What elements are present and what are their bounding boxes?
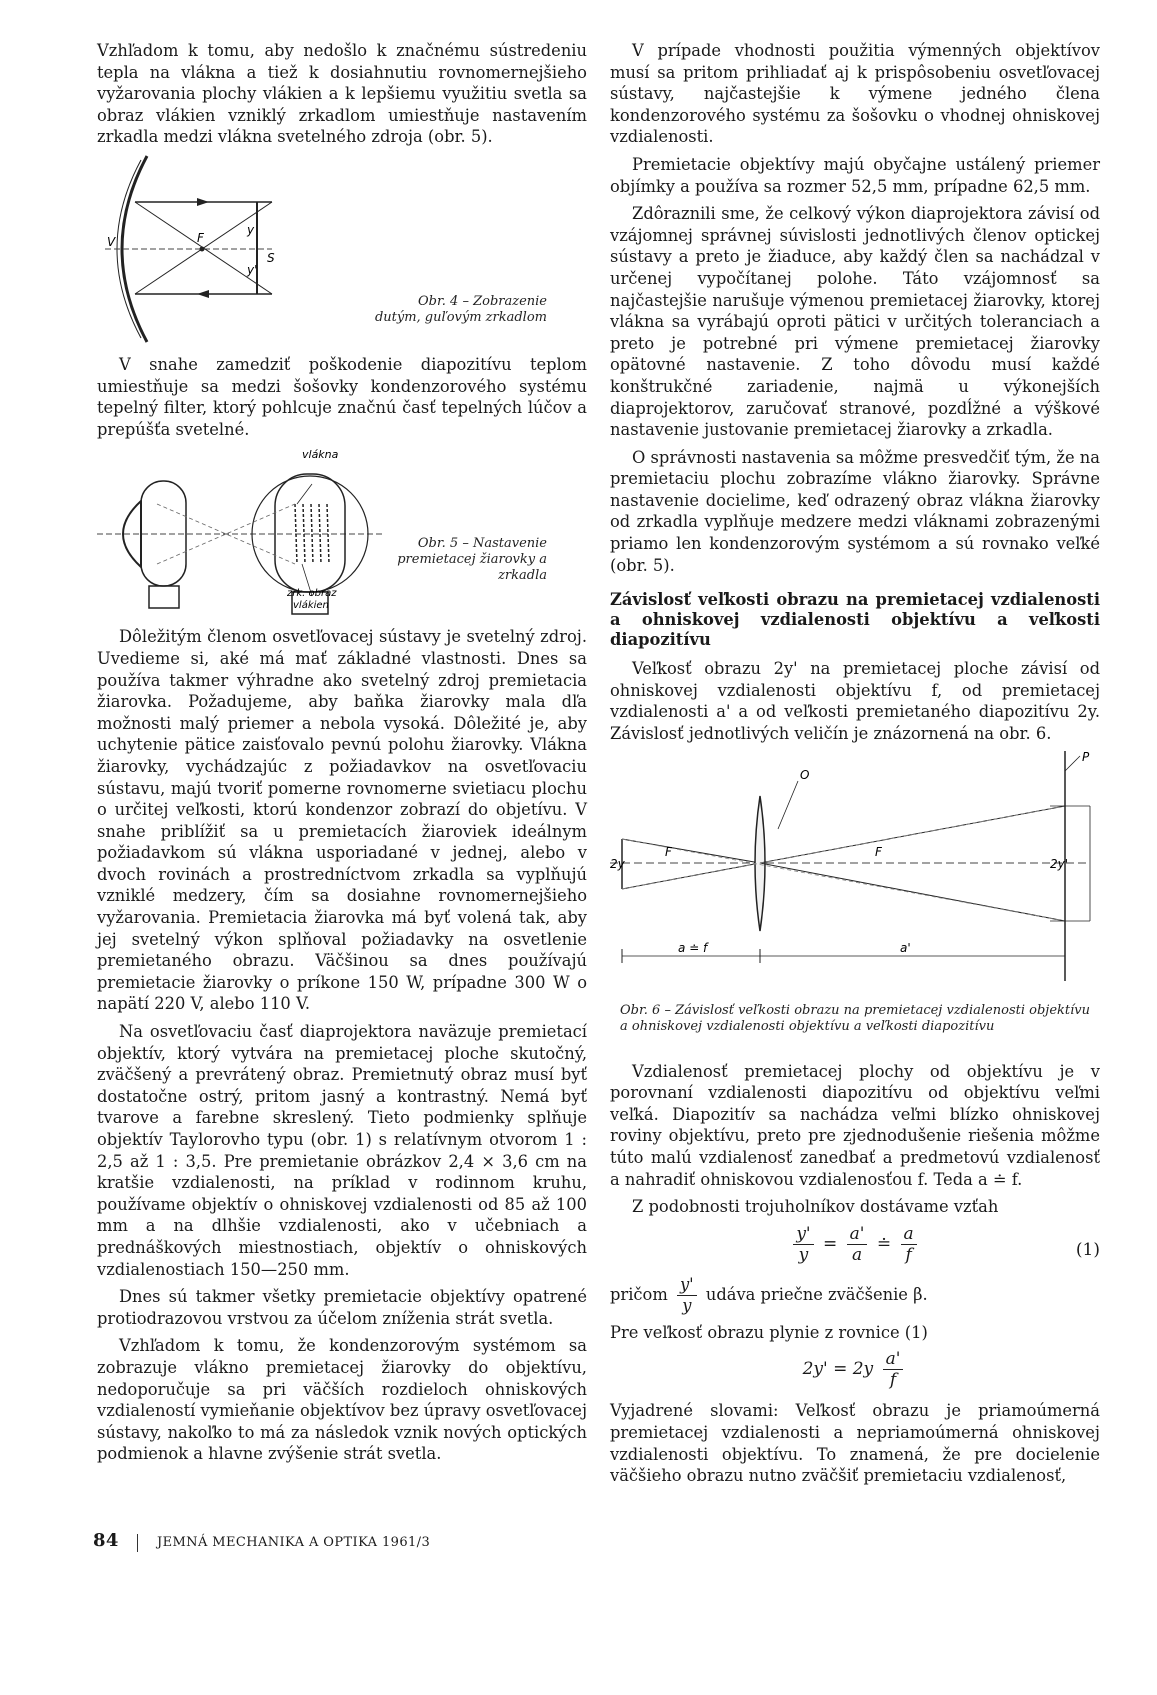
paragraph: Dnes sú takmer všetky premietacie objektívy opatrené protiodrazovou vrstvou za účelom zníženia strát svetla. — [97, 1287, 587, 1328]
label-2y: 2y — [610, 856, 625, 871]
paragraph: Vzhľadom k tomu, že kondenzorovým systémom sa zobrazuje vlákno premietacej žiarovky do objektívu, nedoporučuje sa pri väčších rozdieloch ohniskových vzdialeností vymieňanie objektívov bez úpravy osvetľovacej sústavy, nakoľko to má za následok vznik nových optických podmienok a hlavne zvýšenie strát svetla. — [97, 1336, 587, 1464]
paragraph: Vyjadrené slovami: Veľkosť obrazu je priamoúmerná premietacej vzdialenosti a nepriamoúmerná ohniskovej vzdialenosti objektívu. To znamená, že pre docielenie väčšieho obrazu nutno zväčšiť premietaciu vzdialenosť, — [610, 1401, 1100, 1486]
label-p: P — [1082, 750, 1090, 764]
label-2y-prime: 2y' — [1050, 856, 1069, 871]
projection-diagram — [610, 751, 1100, 1001]
page-footer — [93, 1530, 430, 1552]
figure-4 — [97, 154, 587, 344]
paragraph: Veľkosť obrazu 2y' na premietacej ploche závisí od ohniskovej vzdialenosti objektívu f, od premietacej vzdialenosti a' a od veľkosti premietaného diapozitívu 2y. Závislosť jednotlivých veličín je znázornená na obr. 6. — [610, 659, 1100, 744]
label-f: F — [197, 230, 204, 245]
fraction: $\frac{y'}{y}$ — [677, 1275, 697, 1316]
journal-title: JEMNÁ MECHANIKA A OPTIKA 1961/3 — [156, 1535, 431, 1550]
figure-4-caption: Obr. 4 – Zobrazenie dutým, guľovým zrkadlom — [374, 293, 547, 325]
paragraph: V prípade vhodnosti použitia výmenných objektívov musí sa pritom prihliadať aj k prispôsobeniu osvetľovacej sústavy, najčastejšie k výmene jedného člena kondenzorového systému za šošovku o vhodnej ohniskovej vzdialenosti. — [610, 41, 1100, 147]
paragraph: pričom $\frac{y'}{y}$ udáva priečne zväčšenie β. — [610, 1274, 928, 1315]
paragraph: Premietacie objektívy majú obyčajne ustálený priemer objímky a používa sa rozmer 52,5 mm, prípadne 62,5 mm. — [610, 154, 1100, 196]
page-number: 84 — [93, 1530, 119, 1551]
label-a: a ≐ f — [678, 940, 708, 955]
paragraph: V snahe zamedziť poškodenie diapozitívu teplom umiestňuje sa medzi šošovky kondenzorového systému tepelný filter, ktorý pohlcuje značnú časť tepelných lúčov a prepúšťa svetelné. — [97, 354, 587, 439]
label-y: y — [247, 222, 255, 237]
equation-1: $\frac{y'}{y}$ = $\frac{a'}{a}$ ≐ $\frac{a}{f}$ (1) — [610, 1224, 1100, 1265]
paragraph: Z podobnosti trojuholníkov dostávame vzťah — [632, 1197, 999, 1217]
figure-6 — [610, 751, 1100, 1051]
label-o: O — [800, 767, 810, 782]
label-zrk-obraz: zrk. obraz — [287, 588, 337, 600]
figure-6-caption: Obr. 6 – Závislosť veľkosti obrazu na premietacej vzdialenosti objektívu a ohniskovej vzdialenosti objektívu a veľkosti diapozitívu — [620, 1002, 1090, 1034]
label-v: V — [107, 234, 116, 249]
paragraph: Vzhľadom k tomu, aby nedošlo k značnému sústredeniu tepla na vlákna a tiež k dosiahnutiu rovnomernejšieho vyžarovania plochy vlákien a k lepšiemu využitiu svetla sa obraz vlákien vzniklý zrkadlom umiestňuje nastavením zrkadla medzi vlákna svetelného zdroja (obr. 5). — [97, 41, 587, 147]
figure-5-caption: Obr. 5 – Nastavenie premietacej žiarovky a zrkadla — [397, 536, 547, 584]
paragraph: Zdôraznili sme, že celkový výkon diaprojektora závisí od vzájomnej správnej súvislosti jednotlivých členov optickej sústavy a preto je žiaduce, aby každý člen sa nachádzal v určenej vypočítanej polohe. Táto vzájomnosť sa najčastejšie narušuje výmenou premietacej žiarovky, ktorej vlákna sa vyrábajú oproti pätici v určitých toleranciach a preto je potrebné pri výmene premietacej žiarovky opätovné nastavenie. Z toho dôvodu musí každé konštrukčné zariadenie, najmä u výkonejších diaprojektorov, zaručovať stranové, pozdĺžné a výškové nastavenie justovanie premietacej žiarovky a zrkadla. — [610, 204, 1100, 440]
section-heading: Závislosť veľkosti obrazu na premietacej vzdialenosti a ohniskovej vzdialenosti objektívu a veľkosti diapozitívu — [610, 590, 1100, 650]
fraction: $\frac{y'}{y}$ — [793, 1224, 813, 1265]
label-vlakna: vlákna — [302, 448, 339, 462]
label-f2: F — [875, 844, 882, 859]
fraction: $\frac{a}{f}$ — [901, 1224, 917, 1265]
paragraph: Vzdialenosť premietacej plochy od objektívu je v porovnaní vzdialenosti diapozitívu od objektívu veľmi veľká. Diapozitív sa nachádza veľmi blízko ohniskovej roviny objektívu, preto pre zjednodušenie riešenia môžme túto malú vzdialenosť zanedbať a predmetovú vzdialenosť a nahradiť ohniskovou vzdialenosťou f. Teda a ≐ f. — [610, 1061, 1100, 1189]
equation-2: 2y' = 2y $\frac{a'}{f}$ — [610, 1349, 1100, 1390]
paragraph: O správnosti nastavenia sa môžme presvedčiť tým, že na premietaciu plochu zobrazíme vlákno žiarovky. Správne nastavenie docielime, keď odrazený obraz vlákna žiarovky od zrkadla vyplňuje medzere medzi vláknami zobrazenými priamo len kondenzorovým systémom a sú rovnako veľké (obr. 5). — [610, 447, 1100, 575]
paragraph: Dôležitým členom osvetľovacej sústavy je svetelný zdroj. Uvedieme si, aké má mať základné vlastnosti. Dnes sa používa takmer výhradne ako svetelný zdroj premietacia žiarovka. Požadujeme, aby baňka žiarovky mala dľa možnosti malý priemer a nebola vysoká. Dôležité je, aby uchytenie pätice zaisťovalo pevnú polohu žiarovky. Vlákna žiarovky, vychádzajúc z požiadavkov na osvetľovaciu sústavu, majú tvoriť pomerne rovnomerne svietiacu plochu o určitej veľkosti, ktorú kondenzor zobrazí do objetívu. V snahe priblížiť sa u premietacích žiaroviek ideálnym požiadavkom sú vlákna usporiadané v jednej, alebo v dvoch rovinách a prostredníctvom zrkadla sa vyplňujú vzniklé medzery, čím sa dosiahne rovnomernejšieho vyžarovania. Premietacia žiarovka má byť volená tak, aby jej svetelný výkon splňoval požiadavky na osvetlenie premietaného obrazu. Väčšinou sa dnes používajú premietacie žiarovky o príkone 150 W, prípadne 300 W o napätí 220 V, alebo 110 V. — [97, 627, 587, 1014]
equation-number: (1) — [1075, 1239, 1100, 1260]
paragraph: Na osvetľovaciu časť diaprojektora naväzuje premietací objektív, ktorý vytvára na premietacej ploche skutočný, zväčšený a prevrátený obraz. Premietnutý obraz musí byť dostatočne ostrý, pritom jasný a kontrastný. Nemá byť tvarove a farebne skreslený. Tieto podmienky splňuje objektív Taylorovho typu (obr. 1) s relatívnym otvorom 1 : 2,5 až 1 : 3,5. Pre premietanie obrázkov 2,4 × 3,6 cm na kratšie vzdialenosti, na príklad v rodinnom kruhu, používame objektív o ohniskovej vzdialenosti od 85 až 100 mm a na dlhšie vzdialenosti, ako v učebniach a prednáškových miestnostiach, objektív o ohniskových vzdialenostiach 150—250 mm. — [97, 1022, 587, 1279]
fraction: $\frac{a'}{a}$ — [847, 1224, 868, 1265]
right-column — [610, 40, 1100, 1493]
figure-5 — [97, 446, 587, 616]
footer-divider — [137, 1534, 138, 1552]
bulb-mirror-diagram — [97, 446, 587, 616]
label-f1: F — [665, 844, 672, 859]
label-y-prime: y' — [247, 262, 258, 277]
paragraph: Pre veľkosť obrazu plynie z rovnice (1) — [610, 1322, 928, 1342]
fraction: $\frac{a'}{f}$ — [883, 1349, 904, 1390]
label-a-prime: a' — [900, 940, 911, 955]
label-vlakien: vlákien — [293, 600, 329, 612]
label-s: S — [267, 250, 275, 265]
left-column — [97, 40, 587, 1471]
